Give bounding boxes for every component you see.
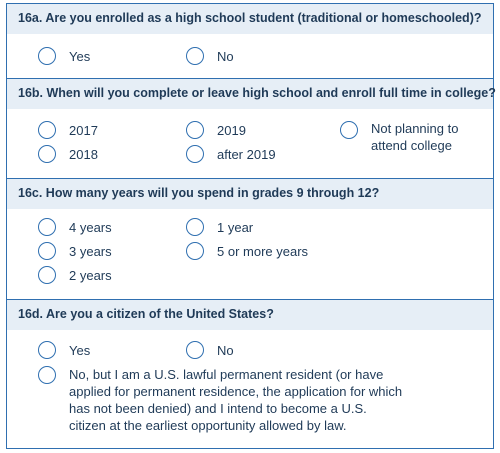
question-16a-section <box>7 4 493 79</box>
option-16d-permanent-resident-line-1: No, but I am a U.S. lawful permanent resident (or have <box>69 367 384 382</box>
option-16b-2019-label: 2019 <box>217 123 246 138</box>
radio-16c-2-years[interactable] <box>38 266 56 284</box>
question-header <box>7 300 493 330</box>
option-16d-permanent-resident-line-4: citizen at the earliest opportunity allowed by law. <box>69 418 347 433</box>
option-16d-permanent-resident-line-3: has not been denied) and I intend to become a U.S. <box>69 401 367 416</box>
radio-16c-3-years[interactable] <box>38 242 56 260</box>
option-16c-3-years-label: 3 years <box>69 244 112 259</box>
option-16b-not-planning-label-line2: attend college <box>371 138 452 153</box>
radio-16b-2018[interactable] <box>38 145 56 163</box>
radio-16d-permanent-resident[interactable] <box>38 366 56 384</box>
option-16b-after-2019-label: after 2019 <box>217 147 276 162</box>
option-16b-2017-label: 2017 <box>69 123 98 138</box>
radio-16c-5-or-more[interactable] <box>186 242 204 260</box>
question-16c-section <box>7 179 493 300</box>
question-16d-section <box>7 300 493 450</box>
radio-16a-yes[interactable] <box>38 47 56 65</box>
option-16b-not-planning-label: Not planning to <box>371 121 459 136</box>
question-16b-section <box>7 79 496 179</box>
option-16d-yes-label: Yes <box>69 343 91 358</box>
option-16c-5-or-more-label: 5 or more years <box>217 244 309 259</box>
option-16c-2-years-label: 2 years <box>69 268 112 283</box>
question-header <box>7 4 493 34</box>
radio-16b-after-2019[interactable] <box>186 145 204 163</box>
radio-16c-1-year[interactable] <box>186 218 204 236</box>
option-16a-no-label: No <box>217 49 234 64</box>
citizenship-education-form <box>6 3 494 449</box>
option-16b-2018-label: 2018 <box>69 147 98 162</box>
question-16b-text: 16b. When will you complete or leave high school and enroll full time in college? <box>18 86 496 100</box>
radio-16d-yes[interactable] <box>38 341 56 359</box>
radio-16b-not-planning[interactable] <box>340 121 358 139</box>
option-16c-4-years-label: 4 years <box>69 220 112 235</box>
option-16c-1-year-label: 1 year <box>217 220 254 235</box>
question-16c-text: 16c. How many years will you spend in grades 9 through 12? <box>18 186 380 200</box>
radio-16b-2017[interactable] <box>38 121 56 139</box>
radio-16d-no[interactable] <box>186 341 204 359</box>
option-16d-no-label: No <box>217 343 234 358</box>
radio-16a-no[interactable] <box>186 47 204 65</box>
question-header <box>7 179 493 209</box>
option-16a-yes-label: Yes <box>69 49 91 64</box>
radio-16b-2019[interactable] <box>186 121 204 139</box>
radio-16c-4-years[interactable] <box>38 218 56 236</box>
question-16a-text: 16a. Are you enrolled as a high school student (traditional or homeschooled)? <box>18 11 482 25</box>
question-header <box>7 79 496 109</box>
question-16d-text: 16d. Are you a citizen of the United States? <box>18 307 274 321</box>
option-16d-permanent-resident-line-2: applied for permanent residence, the application for which <box>69 384 403 399</box>
